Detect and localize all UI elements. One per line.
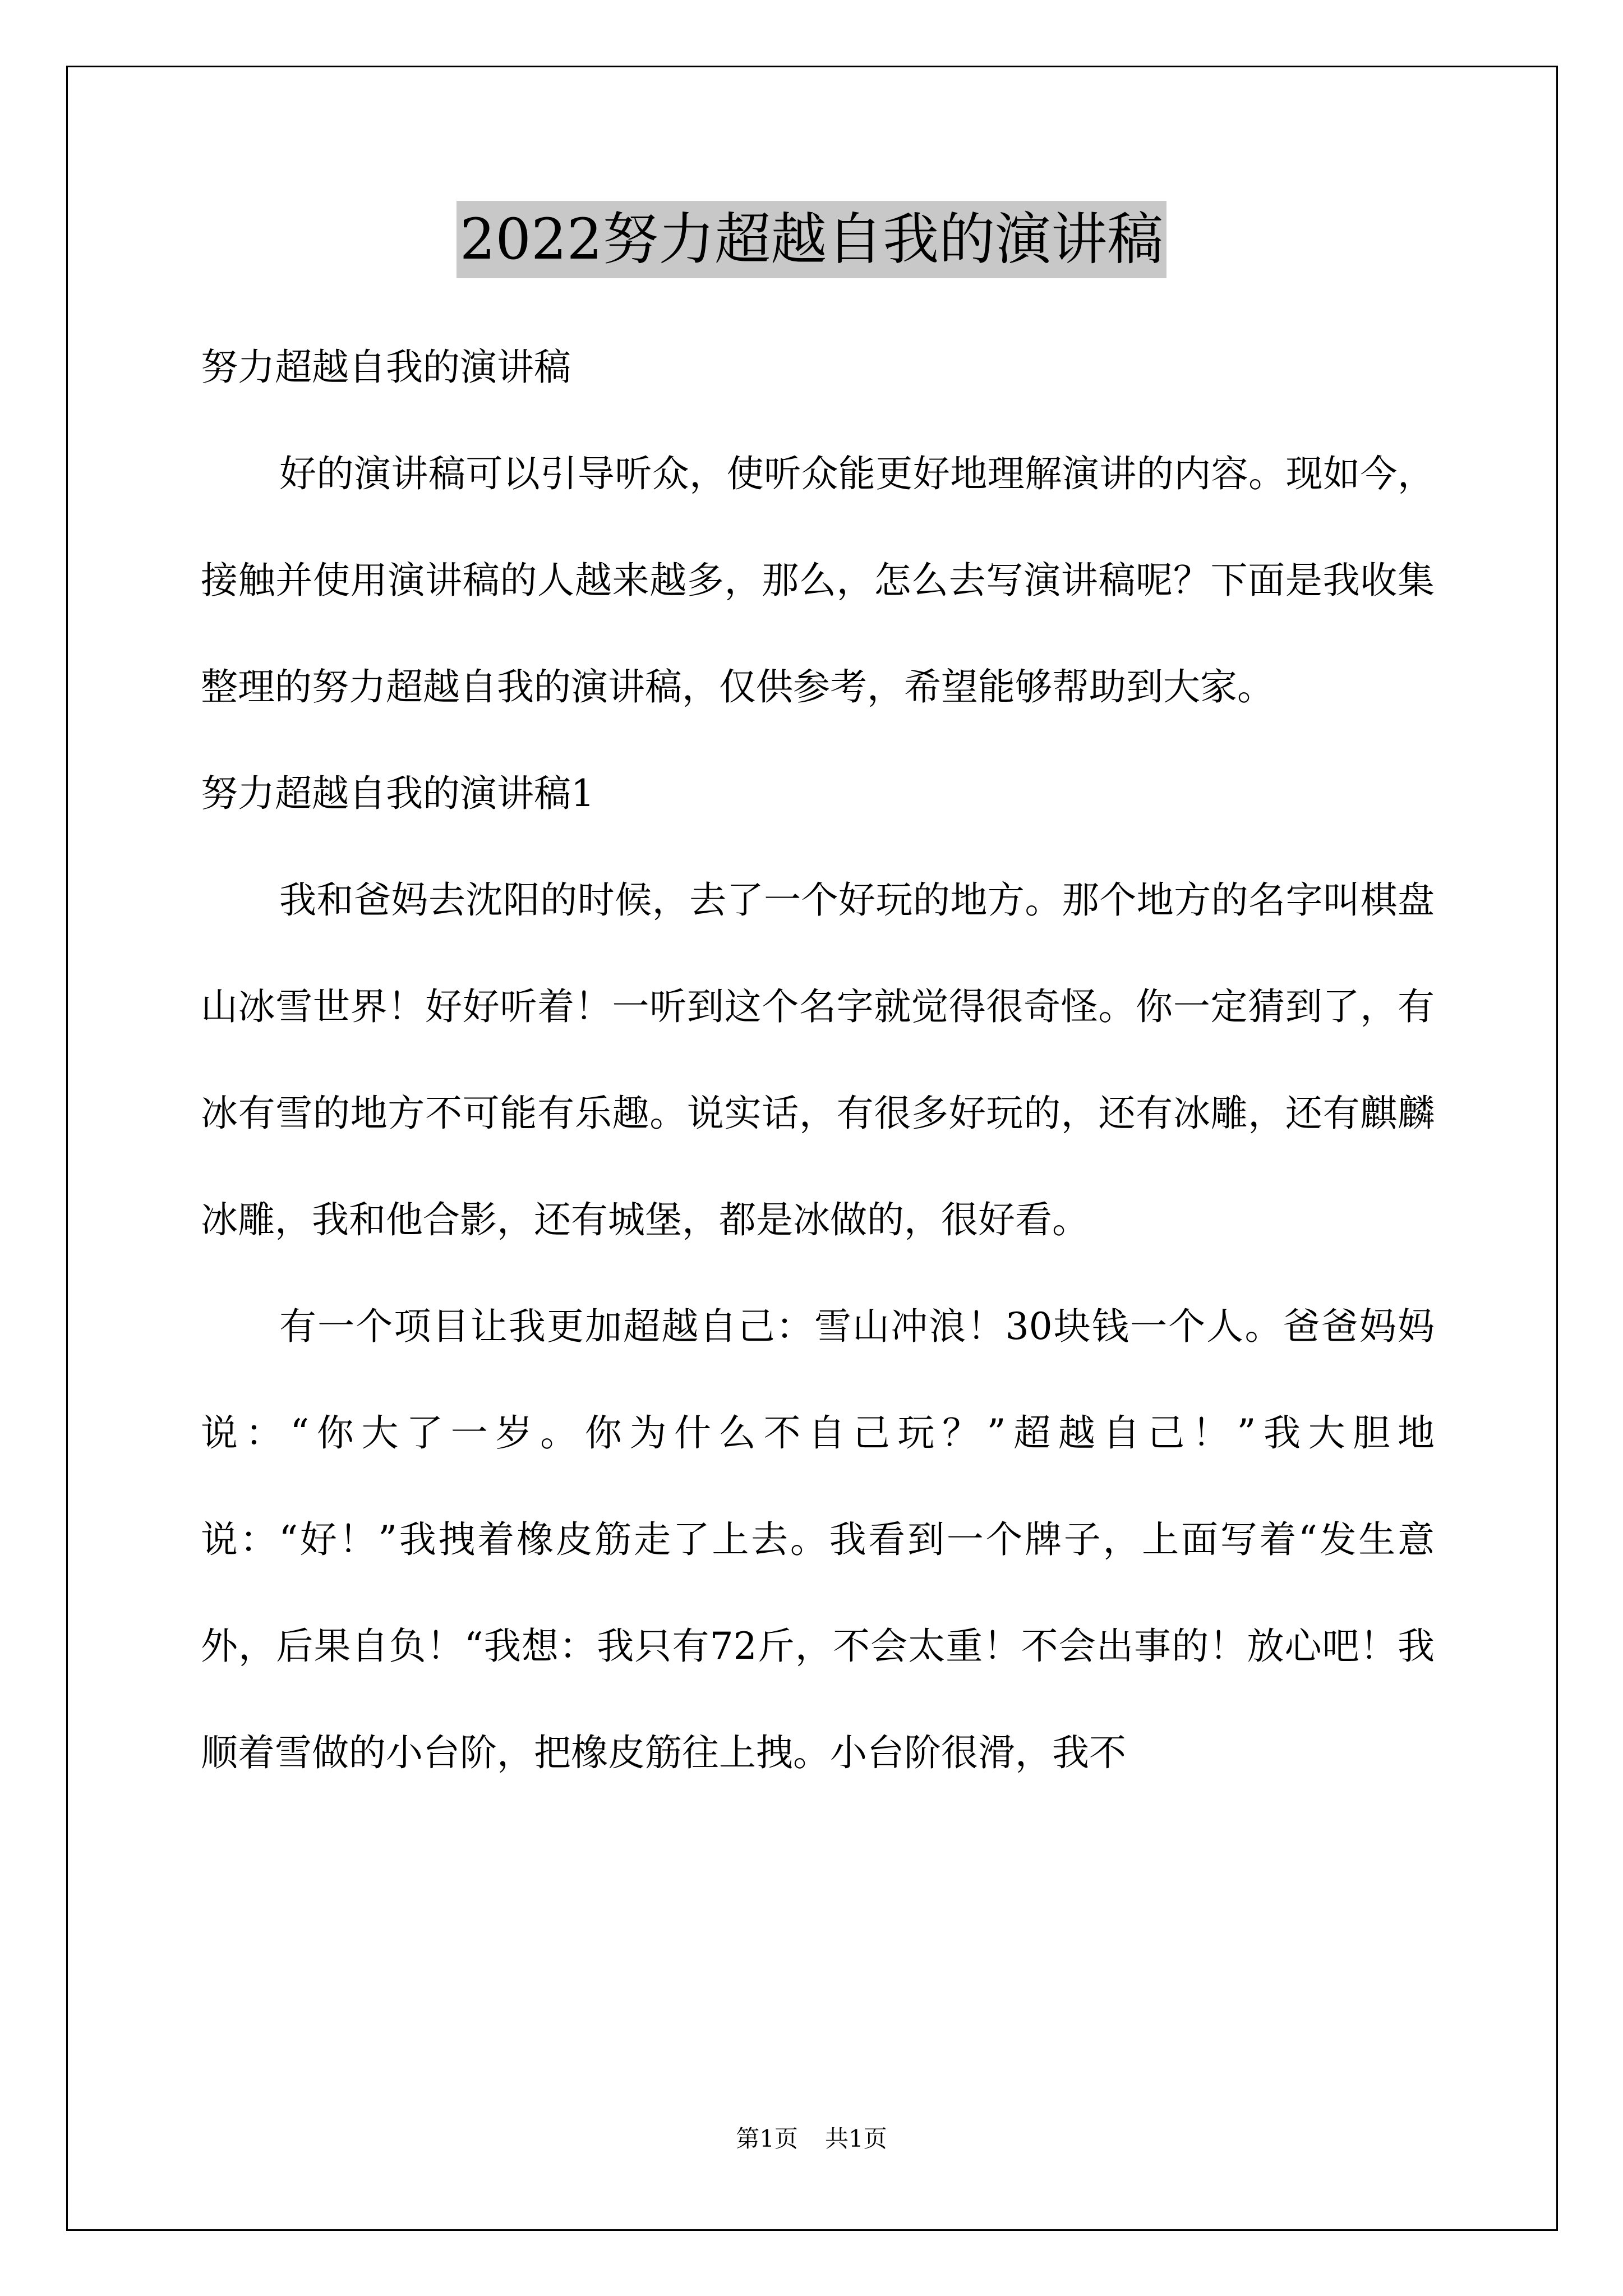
title-container (0, 201, 1623, 278)
page-footer (0, 2123, 1623, 2155)
section-heading: 努力超越自我的演讲稿1 (201, 772, 594, 815)
document-body (201, 314, 1435, 1806)
page-total: 共1页 (825, 2125, 887, 2152)
intro-paragraph: 好的演讲稿可以引导听众，使听众能更好地理解演讲的内容。现如今，接触并使用演讲稿的人越来越多，那么，怎么去写演讲稿呢？下面是我收集整理的努力超越自我的演讲稿，仅供参考，希望能够帮助到大家。 (201, 452, 1435, 708)
document-title: 2022努力超越自我的演讲稿 (457, 201, 1167, 278)
subtitle-heading: 努力超越自我的演讲稿 (201, 346, 571, 389)
body-paragraph: 我和爸妈去沈阳的时候，去了一个好玩的地方。那个地方的名字叫棋盘山冰雪世界！好好听着！一听到这个名字就觉得很奇怪。你一定猜到了，有冰有雪的地方不可能有乐趣。说实话，有很多好玩的，还有冰雕，还有麒麟冰雕，我和他合影，还有城堡，都是冰做的，很好看。 (201, 878, 1435, 1241)
body-paragraph: 有一个项目让我更加超越自己：雪山冲浪！30块钱一个人。爸爸妈妈说：“你大了一岁。你为什么不自己玩？”超越自己！”我大胆地说：“好！”我拽着橡皮筋走了上去。我看到一个牌子，上面写着“发生意外，后果自负！“我想：我只有72斤，不会太重！不会出事的！放心吧！我顺着雪做的小台阶，把橡皮筋往上拽。小台阶很滑，我不 (201, 1305, 1435, 1774)
page-number: 第1页 (736, 2125, 798, 2152)
